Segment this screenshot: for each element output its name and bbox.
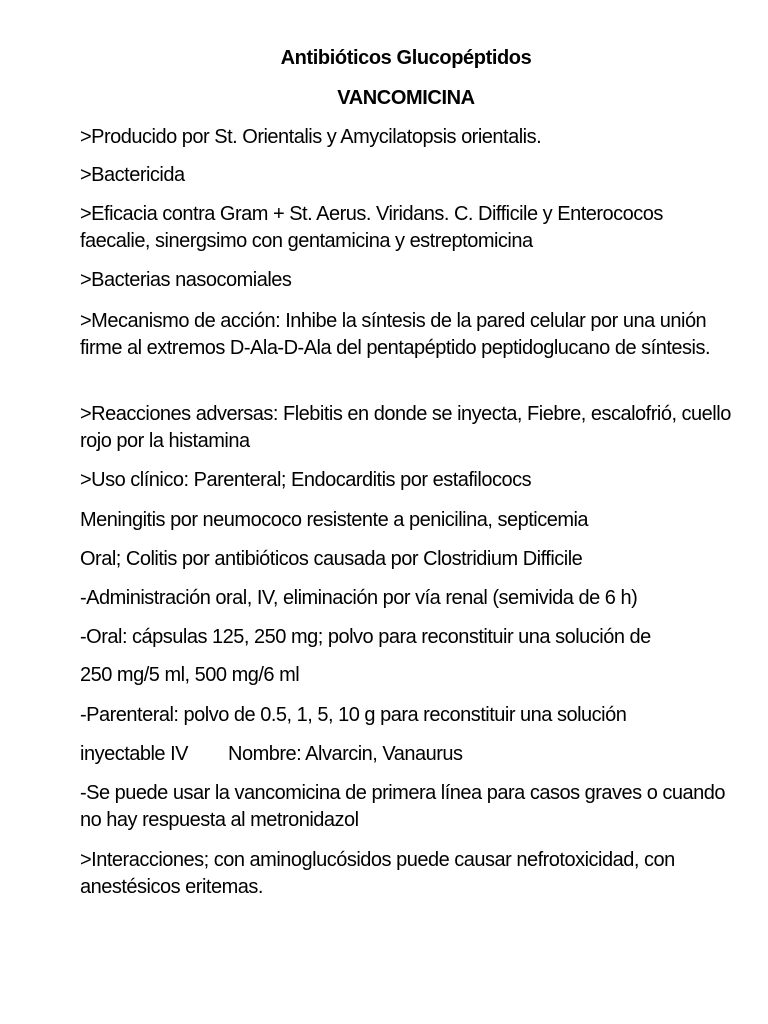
line-bacterias: >Bacterias nasocomiales bbox=[80, 269, 292, 291]
line-producido: >Producido por St. Orientalis y Amycilatopsis orientalis. bbox=[80, 126, 542, 148]
paragraph-eficacia: >Eficacia contra Gram + St. Aerus. Viridans. C. Difficile y Enterococos faecalie, sinergsimo con gentamicina y estreptomicina bbox=[80, 203, 663, 252]
line-parenteral: -Parenteral: polvo de 0.5, 1, 5, 10 g para reconstituir una solución bbox=[80, 704, 627, 726]
line-oral-dosis: 250 mg/5 ml, 500 mg/6 ml bbox=[80, 664, 300, 686]
line-administracion: -Administración oral, IV, eliminación por vía renal (semivida de 6 h) bbox=[80, 587, 638, 609]
drug-heading: VANCOMICINA bbox=[337, 87, 475, 109]
line-uso-clinico: >Uso clínico: Parenteral; Endocarditis por estafilococs bbox=[80, 469, 532, 491]
inyectable-text: inyectable IV bbox=[80, 743, 189, 765]
line-oral-colitis: Oral; Colitis por antibióticos causada por Clostridium Difficile bbox=[80, 548, 583, 570]
line-oral-capsulas: -Oral: cápsulas 125, 250 mg; polvo para reconstituir una solución de bbox=[80, 626, 651, 648]
paragraph-primera-linea: -Se puede usar la vancomicina de primera línea para casos graves o cuando no hay respuesta al metronidazol bbox=[80, 782, 726, 831]
nombre-text: Nombre: Alvarcin, Vanaurus bbox=[228, 743, 463, 765]
document-title: Antibióticos Glucopéptidos bbox=[280, 47, 532, 69]
line-bactericida: >Bactericida bbox=[80, 164, 185, 186]
paragraph-mecanismo: >Mecanismo de acción: Inhibe la síntesis de la pared celular por una unión firme al extremos D-Ala-D-Ala del pentapéptido peptidoglucano de síntesis. bbox=[80, 310, 711, 359]
paragraph-interacciones: >Interacciones; con aminoglucósidos puede causar nefrotoxicidad, con anestésicos eritemas. bbox=[80, 849, 675, 898]
line-meningitis: Meningitis por neumococo resistente a penicilina, septicemia bbox=[80, 509, 589, 531]
line-inyectable bbox=[80, 741, 740, 768]
paragraph-reacciones: >Reacciones adversas: Flebitis en donde se inyecta, Fiebre, escalofrió, cuello rojo por la histamina bbox=[80, 403, 731, 452]
